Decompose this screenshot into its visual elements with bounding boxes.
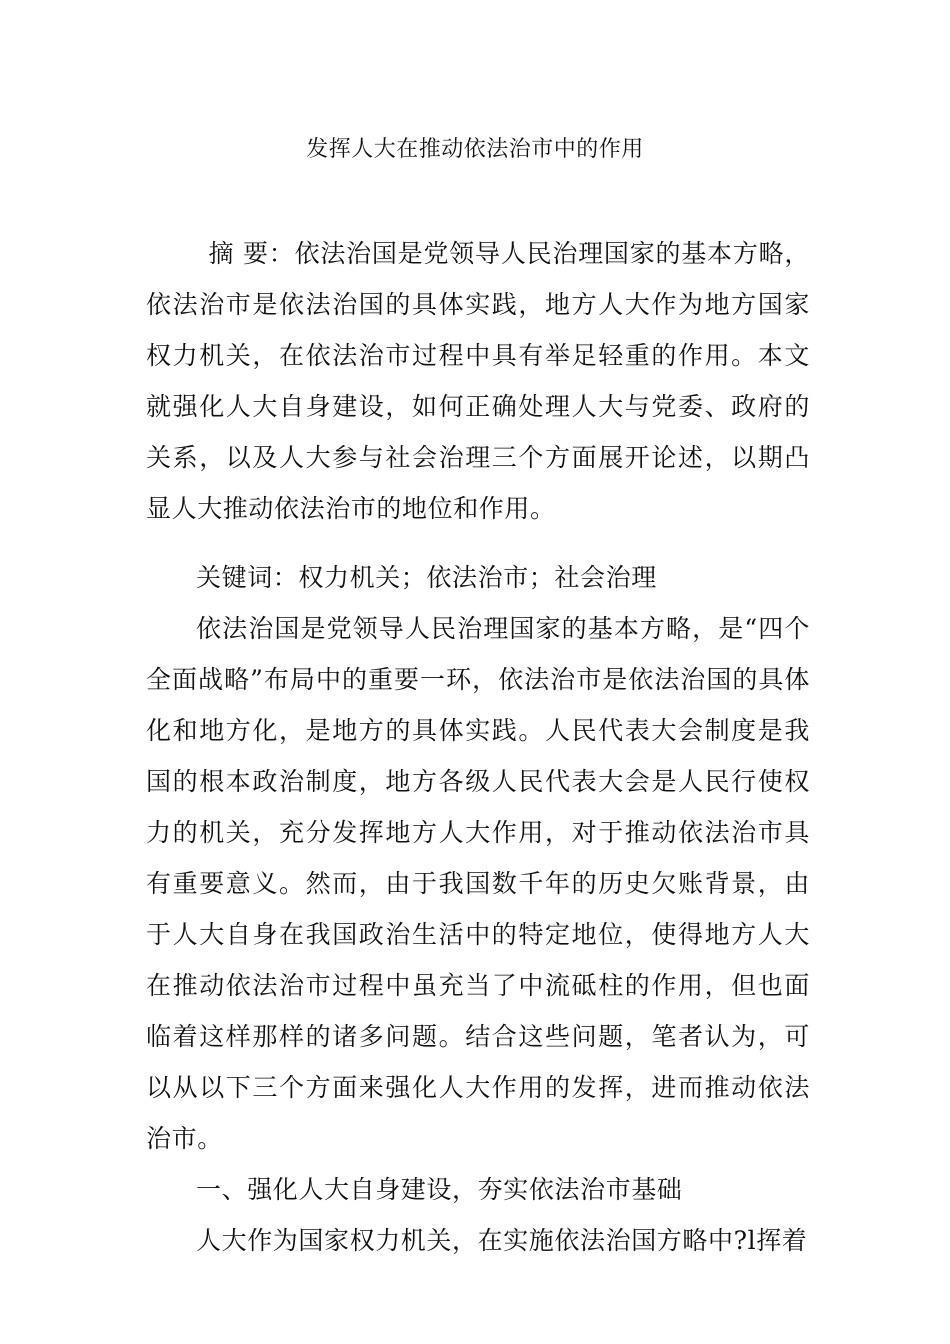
- abstract-label: 摘 要：: [208, 239, 295, 268]
- abstract-text: 依法治国是党领导人民治理国家的基本方略，依法治市是依法治国的具体实践，地方人大作为地方国家权力机关，在依法治市过程中具有举足轻重的作用。本文就强化人大自身建设，如何正确处理人大与党委、政府的关系，以及人大参与社会治理三个方面展开论述，以期凸显人大推动依法治市的地位和作用。: [146, 239, 810, 523]
- abstract-paragraph: [146, 228, 810, 534]
- body-paragraph: 依法治国是党领导人民治理国家的基本方略，是“四个全面战略”布局中的重要一环，依法治市是依法治国的具体化和地方化，是地方的具体实践。人民代表大会制度是我国的根本政治制度，地方各级人民代表大会是人民行使权力的机关，充分发挥地方人大作用，对于推动依法治市具有重要意义。然而，由于我国数千年的历史欠账背景，由于人大自身在我国政治生活中的特定地位，使得地方人大在推动依法治市过程中虽充当了中流砥柱的作用，但也面临着这样那样的诸多问题。结合这些问题，笔者认为，可以从以下三个方面来强化人大作用的发挥，进而推动依法治市。: [146, 614, 810, 1153]
- document-title: 发挥人大在推动依法治市中的作用: [306, 137, 644, 162]
- section-heading: 一、强化人大自身建设，夯实依法治市基础: [196, 1175, 683, 1204]
- body-paragraph: 人大作为国家权力机关，在实施依法治国方略中?l挥着: [196, 1226, 808, 1255]
- keywords-paragraph: [146, 552, 810, 603]
- keywords-label: 关键词：: [196, 563, 299, 592]
- document-body: [146, 228, 810, 1266]
- keywords-text: 权力机关；依法治市；社会治理: [298, 563, 657, 592]
